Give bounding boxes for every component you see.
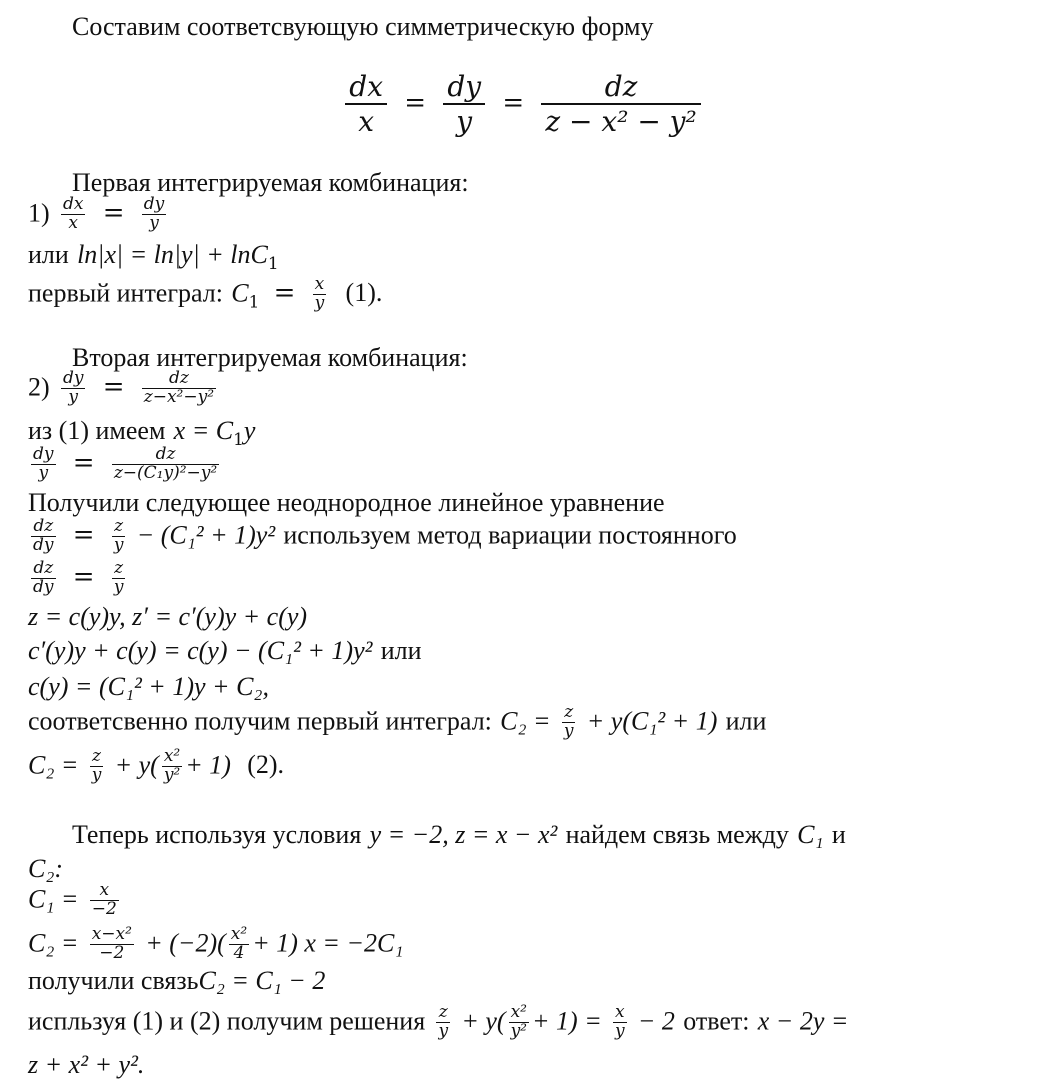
substituted-equation: $\frac{dy}{y}$ = $\frac{dz}{\text{z−(C₁y)²−y²}}$ <box>33 444 218 484</box>
substitution-line: z = c(y)y, z′ = c′(y)y + c(y) <box>28 602 308 631</box>
c-of-y-line: c(y) = (C₁² + 1)y + C₂, <box>28 672 269 701</box>
symmetric-system-equation: $\frac{dx}{x}$ = $\frac{dy}{y}$ = $\frac{dz}{\text{z − x² − y²}}$ <box>28 70 1018 138</box>
c1-value: C₁ = $\frac{x}{-2}$ <box>28 880 117 920</box>
intro-text: Составим соответсвующую симметрическую форму <box>72 12 654 41</box>
first-combination-heading: Первая интегрируемая комбинация: <box>72 168 469 197</box>
first-combination-equation: 1) $\frac{dx}{x}$ = $\frac{dy}{y}$ <box>28 194 165 234</box>
derivative-line: c′(y)y + c(y) = c(y) − (C₁² + 1)y² или <box>28 636 422 665</box>
first-integral: первый интеграл: $C_1$ = $\frac{x}{y}$ (1). <box>28 274 383 314</box>
second-integral: C₂ = $\frac{z}{y}$ + y( $\frac{\text{x²}}{\text{y²}}$ + 1) (2). <box>28 746 285 786</box>
fraction-dx-x: $\frac{dx}{x}$ <box>345 70 387 138</box>
answer-line: z + x² + y². <box>28 1050 145 1079</box>
fraction-dz: $\frac{dz}{\text{z − x² − y²}}$ <box>541 70 700 138</box>
second-combination-heading: Вторая интегрируемая комбинация: <box>72 343 468 372</box>
c2-value: C₂ = $\frac{\text{x−x²}}{-2}$ + (−2)( $\frac{\text{x²}}{4}$ + 1) x = −2C₁ <box>28 924 404 964</box>
log-equation: или ln|x| = ln|y| + lnC$_1$ <box>28 240 279 274</box>
conditions-line: Теперь используя условия y = −2, z = x − x² найдем связь между C₁ и <box>72 820 846 849</box>
homogeneous-equation: $\frac{dz}{dy}$ = $\frac{z}{y}$ <box>33 558 124 598</box>
linear-equation: $\frac{dz}{dy}$ = $\frac{z}{y}$ − (C₁² + 1)y² используем метод вариации постоянного <box>33 516 737 556</box>
second-combination-equation: 2) $\frac{dy}{y}$ = $\frac{dz}{\text{z−x²−y²}}$ <box>28 368 215 408</box>
fraction-dy-y: $\frac{dy}{y}$ <box>443 70 485 138</box>
nonhomogeneous-text: Получили следующее неоднородное линейное уравнение <box>28 488 665 517</box>
accordingly-integral: соответсвенно получим первый интеграл: C₂ = $\frac{z}{y}$ + y(C₁² + 1) или <box>28 702 767 742</box>
conditions-c2: C₂: <box>28 854 64 883</box>
relation-line: получили связьC₂ = C₁ − 2 <box>28 966 326 995</box>
from-first-integral: из (1) имеем $x = C_1y$ <box>28 416 256 450</box>
solution-line: испльзуя (1) и (2) получим решения $\frac{z}{y}$ + y( $\frac{\text{x²}}{\text{y²}}$ + 1) = $\frac{x}{y}$ − 2 ответ: x − 2y = <box>28 1002 849 1042</box>
